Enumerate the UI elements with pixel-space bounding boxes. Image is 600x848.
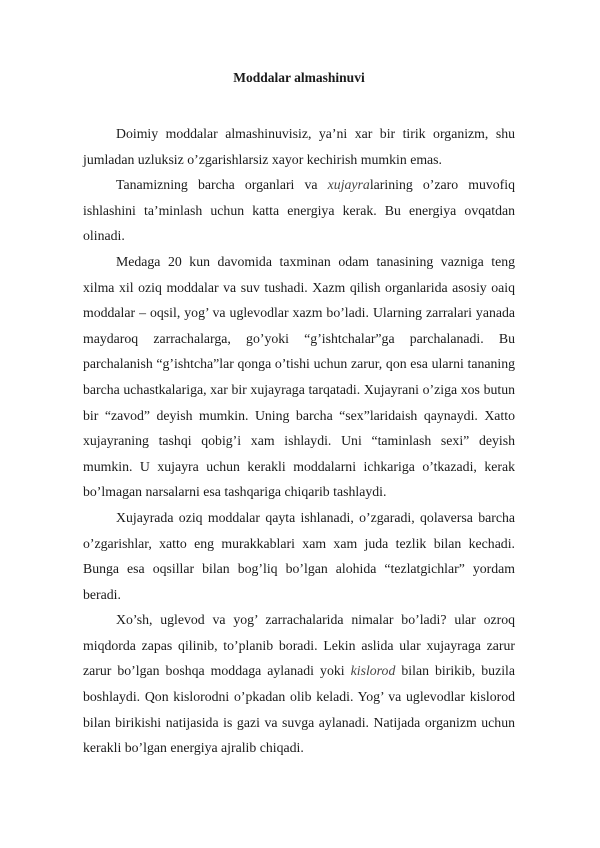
- paragraph: [83, 505, 515, 607]
- paragraph-text: Xujayrada oziq moddalar qayta ishlanadi, o’zgaradi, qolaversa barcha o’zgarishlar, xatto eng murakkablari xam xam juda tezlik bilan kechadi. Bunga esa oqsillar bilan bog’liq bo’lgan alohida “tezlatgichlar” yordam beradi.: [83, 509, 515, 602]
- paragraph: [83, 607, 515, 761]
- italic-term: xujayra: [327, 177, 370, 193]
- document-title: Moddalar almashinuvi: [233, 70, 365, 85]
- italic-term: kislorod: [350, 663, 396, 679]
- paragraph-text: Xo’sh, uglevod va yog’ zarrachalarida nimalar bo’ladi? ular ozroq miqdorda zapas qilinib, to’planib boradi. Lekin aslida ular xujayraga zarur zarur bo’lgan boshqa moddaga aylanadi yoki: [83, 612, 515, 679]
- paragraph: [83, 172, 515, 249]
- document-page: [83, 68, 515, 761]
- paragraph: [83, 121, 515, 172]
- paragraph: [83, 249, 515, 505]
- paragraph-text: Tanamizning barcha organlari va: [116, 177, 328, 193]
- paragraph-text: Medaga 20 kun davomida taxminan odam tanasining vazniga teng xilma xil oziq moddalar va suv tushadi. Xazm qilish organlarida asosiy oaiq moddalar – oqsil, yog’ va uglevodlar xazm bo’ladi. Ularning zarralari yanada maydaroq zarrachalarga, go’yoki “g’ishtchalar”ga parchalanadi. Bu parchalanish “g’ishtcha”lar qonga o’tishi uchun zarur, qon esa ularni tananing barcha uchastkalariga, xar bir xujayraga tarqatadi. Xujayrani o’ziga xos butun bir “zavod” deyish mumkin. Uning barcha “sex”laridaish qaynaydi. Xatto xujayraning tashqi qobig’i xam ishlaydi. Uni “taminlash sexi” deyish mumkin. U xujayra uchun kerakli moddalarni ichkariga o’tkazadi, kerak bo’lmagan narsalarni esa tashqariga chiqarib tashlaydi.: [83, 253, 515, 500]
- paragraph-text: Doimiy moddalar almashinuvisiz, ya’ni xar bir tirik organizm, shu jumladan uzluksiz o’zgarishlarsiz xayor kechirish mumkin emas.: [83, 126, 515, 167]
- paragraph-text: larining o’zaro muvofiq ishlashini ta’minlash uchun katta energiya kerak. Bu energiya ovqatdan olinadi.: [83, 177, 515, 244]
- paragraph-text: bilan birikib, buzila boshlaydi. Qon kislorodni o’pkadan olib keladi. Yog’ va uglevodlar kislorod bilan birikishi natijasida is gazi va suvga aylanadi. Natijada organizm uchun kerakli bo’lgan energiya ajralib chiqadi.: [83, 663, 515, 756]
